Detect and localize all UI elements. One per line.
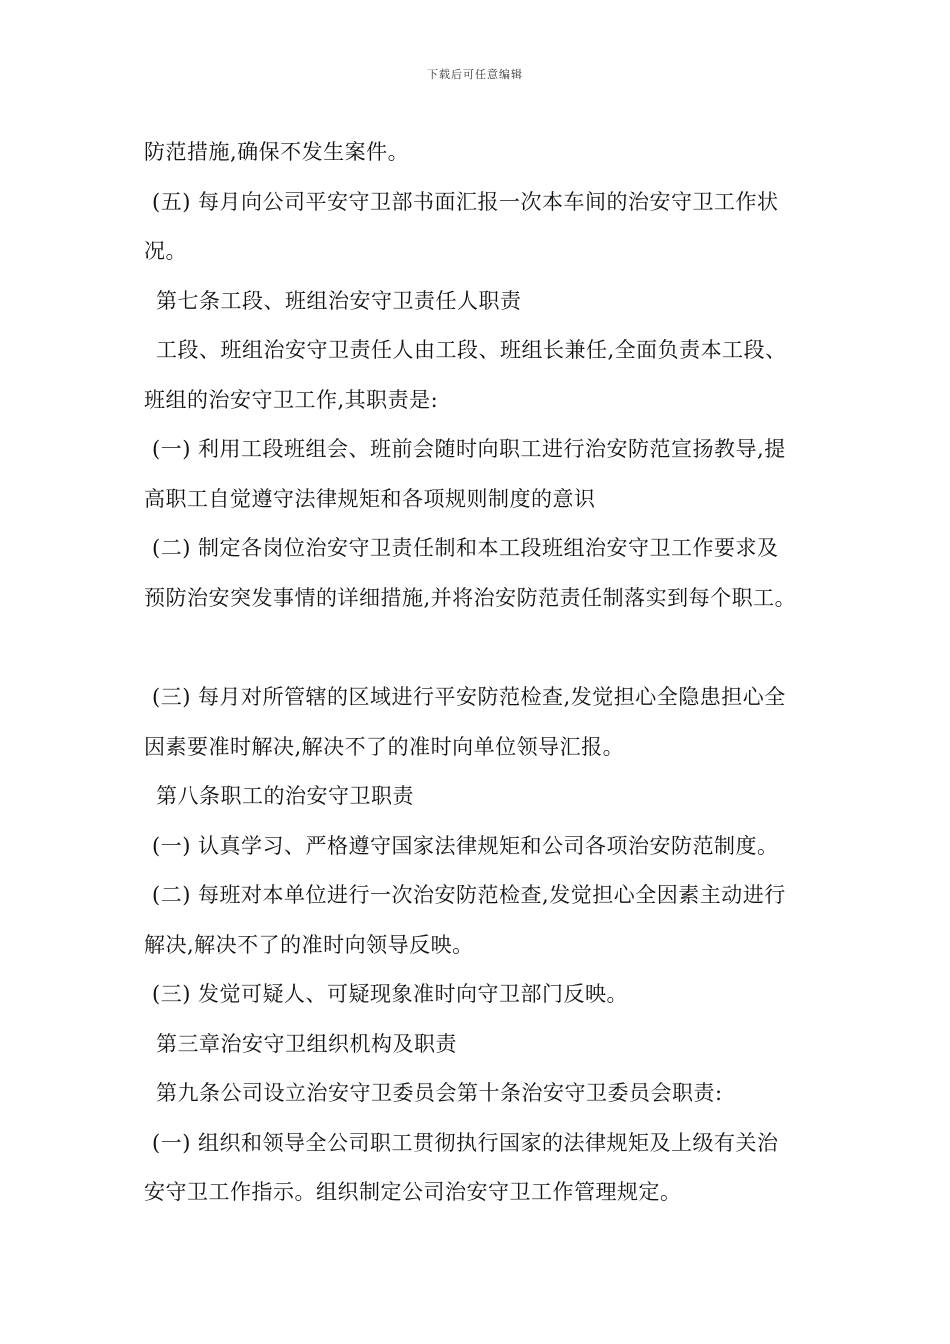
text-line: 因素要准时解决,解决不了的准时向单位领导汇报。 [144,734,625,759]
text-line: 安守卫工作指示。组织制定公司治安守卫工作管理规定。 [144,1180,682,1204]
section-heading: 第八条职工的治安守卫职责 [156,784,414,808]
text-line: (二) 制定各岗位治安守卫责任制和本工段班组治安守卫工作要求及 [152,536,779,560]
section-heading: 第九条公司设立治安守卫委员会第十条治安守卫委员会职责: [156,1081,723,1105]
text-line: (一) 组织和领导全公司职工贯彻执行国家的法律规矩及上级有关治 [152,1130,779,1155]
text-line: (二) 每班对本单位进行一次治安防范检查,发觉担心全因素主动进行 [152,883,786,907]
text-line: 解决,解决不了的准时向领导反映。 [144,932,474,957]
text-line: 预防治安突发事情的详细措施,并将治安防范责任制落实到每个职工。 [144,585,797,610]
text-line: (三) 发觉可疑人、可疑现象准时向守卫部门反映。 [152,982,629,1006]
chapter-heading: 第三章治安守卫组织机构及职责 [156,1031,457,1056]
text-line: (三) 每月对所管辖的区域进行平安防范检查,发觉担心全隐患担心全 [152,685,786,709]
blank-spacer [144,623,824,673]
text-line: 防范措施,确保不发生案件。 [144,140,410,164]
text-line: 班组的治安守卫工作,其职责是: [144,387,439,412]
page-header: 下载后可任意编辑 [427,68,523,81]
text-line: 工段、班组治安守卫责任人由工段、班组长兼任,全面负责本工段、 [156,338,787,362]
text-line: (五) 每月向公司平安守卫部书面汇报一次本车间的治安守卫工作状 [152,189,779,214]
text-line: 况。 [144,239,187,263]
text-line: (一) 利用工段班组会、班前会随时向职工进行治安防范宣扬教导,提 [152,437,786,461]
section-heading: 第七条工段、班组治安守卫责任人职责 [156,288,522,313]
text-line: (一) 认真学习、严格遵守国家法律规矩和公司各项治安防范制度。 [152,833,779,858]
text-line: 高职工自觉遵守法律规矩和各项规则制度的意识 [144,486,596,511]
document-body [144,128,824,1218]
